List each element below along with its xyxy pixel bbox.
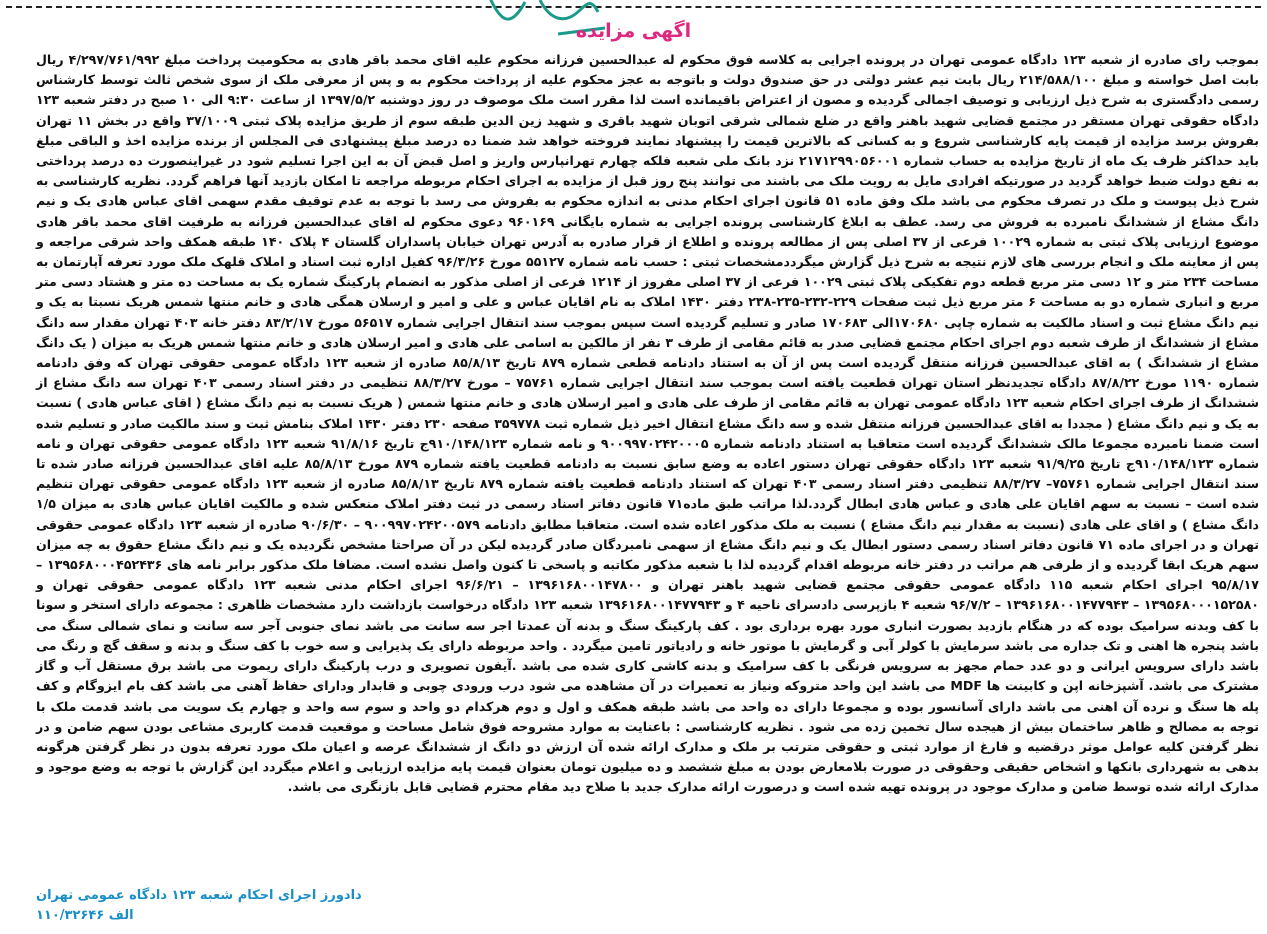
footer <box>36 886 1231 926</box>
notice-body: بموجب رای صادره از شعبه ۱۲۳ دادگاه عمومی تهران در پرونده اجرایی به کلاسه فوق محکوم له عبدالحسین فرزانه محکوم علیه اقای محمد باقر هادی به محکومیت پرداخت مبلغ ۴/۲۹۷/۷۶۱/۹۹۲ ریال بابت اصل خواسته و مبلغ ۲۱۴/۵۸۸/۱۰۰ ریال بابت نیم عشر دولتی در حق صندوق دولت و باتوجه به عجز محکوم علیه از پرداخت محکوم به و پس از معرفی ملک از سوی شخص ثالث توسط کارشناس رسمی دادگستری به شرح ذیل ارزیابی و توصیف اجمالی گردیده و مصون از اعتراض باقیمانده است لذا مقرر است ملک موصوف در روز دوشنبه ۱۳۹۷/۵/۲ از ساعت ۹:۳۰ الی ۱۰ صبح در دفتر شعبه ۱۲۳ دادگاه حقوقی تهران مستقر در مجتمع قضایی شهید باهنر واقع در ضلع شمالی شرقی اتوبان شهید باقری و شهید زین الدین طبقه سوم از طریق مزایده پلاک ثبتی ۳۷/۱۰۰۹ واقع در بخش ۱۱ تهران بفروش برسد مزایده از قیمت پایه کارشناسی شروع و به کسانی که بالاترین قیمت را پیشنهاد نمایند فروخته خواهد شد ضمنا ده درصد مبلغ پیشنهادی فی المجلس از برنده مزایده اخذ و الباقی مبلغ باید حداکثر ظرف یک ماه از تاریخ مزایده به حساب شماره ۲۱۷۱۲۹۹۰۵۶۰۰۱ نزد بانک ملی شعبه فلکه چهارم تهرانپارس واریز و اصل قبض آن به این اجرا تسلیم شود در غیراینصورت ده درصد پرداختی به نفع دولت ضبط خواهد گردید در صورتیکه افرادی مایل به رویت ملک می باشند می توانند پنج روز قبل از مزایده به اجرای احکام مربوطه مراجعه تا امکان بازدید آنها فراهم گردد. نظریه کارشناسی به شرح ذیل پیوست و ملک در تصرف محکوم می باشد ملک وفق ماده ۵۱ قانون اجرای احکام مدنی به اندازه محکوم به بفروش می رسد با توجه به عدم توقیف مقدم سهمی اقای عباس هادی یک و نیم دانگ مشاع از ششدانگ نامبرده به فروش می رسد. عطف به ابلاغ کارشناسی پرونده اجرایی به شماره بایگانی ۹۶۰۱۶۹ دعوی محکوم له اقای عبدالحسین فرزانه به طرفیت اقای محمد باقر هادی موضوع ارزیابی پلاک ثبتی به شماره ۱۰۰۲۹ فرعی از ۳۷ اصلی پس از مطالعه پرونده و اطلاع از قرار صادره به آدرس تهران خیابان پاسداران گلستان ۴ پلاک ۱۴۰ طبقه همکف واحد شرقی مراجعه و پس از معاینه ملک و انجام بررسی های لازم نتیجه به شرح ذیل گزارش میگرددمشخصات ثبتی : حسب نامه شماره ۵۵۱۲۷ مورخ ۹۶/۳/۲۶ کفیل اداره ثبت اسناد و املاک قلهک ملک مورد تعرفه آپارتمان به مساحت ۲۳۴ متر و ۱۲ دسی متر مربع قطعه دوم تفکیکی پلاک ثبتی ۱۰۰۲۹ فرعی از ۳۷ اصلی مفروز از ۱۲۱۴ فرعی از اصلی مذکور به انضمام پارکینگ شماره یک به مساحت ده متر و هشتاد دسی متر مربع و انباری شماره دو به مساحت ۶ متر مربع ذیل ثبت صفحات ۲۲۹-۲۳۲-۲۳۵-۲۳۸ دفتر ۱۴۳۰ املاک به نام اقایان عباس و علی و امیر و ارسلان همگی هادی و خانم منتها شمس هریک نسبتا به یک و نیم دانگ مشاع ثبت و اسناد مالکیت به شماره چاپی ۱۷۰۶۸۰الی ۱۷۰۶۸۳ صادر و تسلیم گردیده است سپس بموجب سند انتقال اجرایی شماره ۵۶۵۱۷ مورخ ۸۳/۲/۱۷ دفتر خانه ۴۰۳ تهران مقدار سه دانگ مشاع از ششدانگ از طرف شعبه دوم اجرای احکام مجتمع قضایی صدر به قائم مقامی از طرف ۳ نفر از مالکین به اسامی علی هادی و امیر ارسلان هادی و خانم منتها شمس هریک به میزان ( یک دانگ مشاع از ششدانگ ) به اقای عبدالحسین فرزانه منتقل گردیده است پس از آن به استناد دادنامه قطعی شماره ۸۷۹ تاریخ ۸۵/۸/۱۳ صادره از شعبه ۱۲۳ دادگاه عمومی حقوقی تهران که وفق دادنامه شماره ۱۱۹۰ مورخ ۸۷/۸/۲۲ دادگاه تجدیدنظر استان تهران قطعیت یافته است بموجب سند انتقال اجرایی شماره ۷۵۷۶۱ – مورخ ۸۸/۳/۲۷ تنظیمی در دفتر اسناد رسمی ۴۰۳ تهران سه دانگ مشاع از ششدانگ از طرف اجرای احکام شعبه ۱۲۳ دادگاه عمومی تهران به قائم مقامی از طرف علی هادی و امیر ارسلان هادی و خانم منتها شمس ( هریک نسبت به نیم دانگ مشاع ( اقای عباس هادی ) نسبت به یک و نیم دانگ مشاع ( مجددا به اقای عبدالحسین فرزانه منتقل شده و سه دانگ مشاع انتقال اخیر ذیل شماره ثبت ۳۵۹۷۷۸ صفحه ۲۳۰ دفتر ۱۴۳۰ املاک بنامش ثبت و سند مالکیت صادر و تسلیم شده است ضمنا نامبرده مجموعا مالک ششدانگ گردیده است متعاقبا به استناد دادنامه شماره ۹۰۰۹۹۷۰۲۴۲۰۰۰۵ و نامه شماره ۹۱۰/۱۴۸/۱۲۳ج تاریخ ۹۱/۸/۱۶ شعبه ۱۲۳ دادگاه عمومی حقوقی تهران و نامه شماره ۹۱۰/۱۴۸/۱۲۳ج تاریخ ۹۱/۹/۲۵ شعبه ۱۲۳ دادگاه حقوقی تهران دستور اعاده به وضع سابق نسبت به دادنامه قطعیت یافته شماره ۸۷۹ مورخ ۸۵/۸/۱۳ علیه اقای عبدالحسین فرزانه صادر شده تا سند انتقال اجرایی شماره ۷۵۷۶۱– ۸۸/۳/۲۷ تنظیمی دفتر اسناد رسمی ۴۰۳ تهران که استناد دادنامه قطعیت یافته شماره ۸۷۹ تاریخ ۸۵/۸/۱۳ صادره از شعبه ۱۲۳ دادگاه عمومی حقوقی تهران تنظیم شده است – نسبت به سهم اقایان علی هادی و عباس هادی ابطال گردد.لذا مراتب طبق ماده۷۱ قانون دفاتر اسناد رسمی در ثبت دفتر املاک منعکس شده و مالکیت اقایان عباس هادی به میزان ۱/۵ دانگ مشاع ) و اقای علی هادی (نسبت به مقدار نیم دانگ مشاع ) نسبت به ملک مذکور اعاده شده است. متعاقبا مطابق دادنامه ۹۰۰۹۹۷۰۲۴۲۰۰۵۷۹ – ۹۰/۶/۳۰ صادره از شعبه ۱۲۳ دادگاه عمومی حقوقی تهران و در اجرای ماده ۷۱ قانون دفاتر اسناد رسمی دستور ابطال یک و نیم دانگ مشاع از سهمی نامبردگان صادر گردیده لیکن در آن صراحتا مشخص نگردیده یک و نیم دانگ مشاع حقوق به چه میزان سهم هریک ابقا گردیده و از طرفی هم مراتب در دفتر خانه مربوطه اقدام گردیده لذا با شعبه مذکور مکاتبه و پاسخی تا کنون واصل نشده است. مضافا ملک مذکور برابر نامه های ۱۳۹۵۶۸۰۰۰۴۵۲۴۳۶ – ۹۵/۸/۱۷ اجرای احکام شعبه ۱۱۵ دادگاه عمومی حقوقی مجتمع قضایی شهید باهنر تهران و ۱۳۹۶۱۶۸۰۰۱۴۷۸۰۰ – ۹۶/۶/۲۱ اجرای احکام مدنی شعبه ۱۲۳ دادگاه عمومی حقوقی تهران و ۱۳۹۵۶۸۰۰۰۱۵۲۵۸۰ – ۱۳۹۶۱۶۸۰۰۱۴۷۷۹۴۳ – ۹۶/۷/۲ شعبه ۴ بازپرسی دادسرای ناحیه ۴ و ۱۳۹۶۱۶۸۰۰۱۴۷۷۹۴۳ شعبه ۱۲۳ دادگاه درخواست بازداشت دارد مشخصات ظاهری : مجموعه دارای استخر و سونا با کف وبدنه سرامیک بوده که در هنگام بازدید بصورت انباری مورد بهره برداری بود . کف پارکینگ سنگ و بدنه آن عمدتا اجر سه سانت می باشد نمای جنوبی آجر سه سانت و نمای شمالی سنگ می باشد پنجره ها اهنی و تک جداره می باشد سرمایش با کولر آبی و گرمایش با موتور خانه و رادیاتور تامین میگردد . واحد مربوطه دارای یک پذیرایی و سه خوب با کف سنگ و بدنه و سقف گچ و رنگ می باشد دارای سرویس ایرانی و دو عدد حمام مجهز به سرویس فرنگی با کف سرامیک و بدنه کاشی کاری شده می باشد .آیفون تصویری و درب پارکینگ دارای ریموت می باشد برق مستقل آب و گاز مشترک می باشد. آشپزخانه اپن و کابینت ها MDF می باشد این واحد متروکه ونیاز به تعمیرات در آن مشاهده می شود درب ورودی چوبی و قابدار ودارای حفاظ آهنی می باشد کف بام ایزوگام و کف پله ها سنگ و نرده آن اهنی می باشد دارای آسانسور بوده و مجموعا دارای ده واحد می باشد طبقه همکف و اول و دوم هرکدام دو واحد و سوم سه واحد و چهارم یک سویت می باشد قدمت ملک با توجه به مصالح و ظاهر ساختمان بیش از هیجده سال تخمین زده می شود . نظریه کارشناسی : باعنایت به موارد مشروحه فوق شامل مساحت و موقعیت قدمت کاربری مشاعی بودن سهم ضامن و در نظر گرفتن کلیه عوامل موثر درقضیه و فارغ از موارد ثبتی و حقوقی مترتب بر ملک و مدارک ارائه شده آن ارزش دو دانگ از ششدانگ عرصه و اعیان ملک مورد تعرفه بدون در نظر گرفتن هرگونه بدهی به شهرداری بانکها و اشخاص حقیقی وحقوقی در صورت بلامعارض بودن به مبلغ ششصد و ده میلیون تومان بعنوان قیمت پایه مزایده ارزیابی و اعلام میگردد این گزارش با توجه به وضع موجود و مدارک ارائه شده توسط ضامن و مدارک موجود در پرونده تهیه شده است و درصورت ارائه مدارک جدید با صلاح دید مقام محترم قضایی قابل بازنگری می باشد. <box>36 52 1260 795</box>
signature-line: دادورز اجرای احکام شعبه ۱۲۳ دادگاه عمومی تهران <box>36 888 362 903</box>
page-title: اگهی مزایده <box>575 20 692 42</box>
top-dashed-rule <box>6 6 1261 8</box>
ad-code: ۱۱۰/۳۲۶۴۶ الف <box>36 908 134 923</box>
